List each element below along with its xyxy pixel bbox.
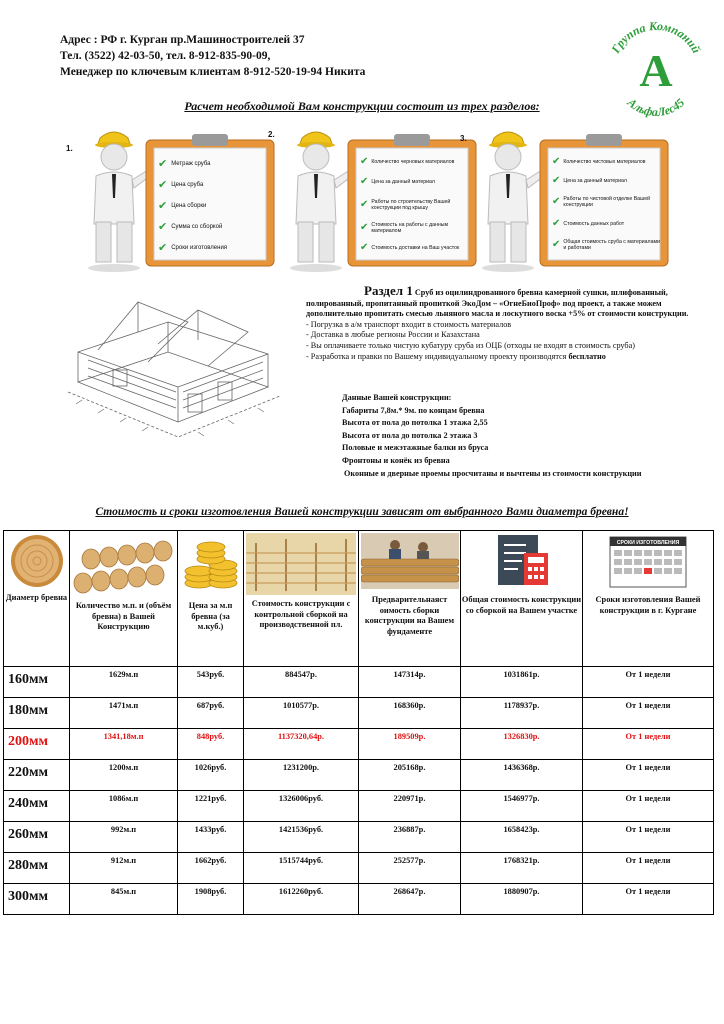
logo-bottom-text: АльфаЛес45 [624,95,688,120]
diameter-cell [4,884,70,915]
spec-line: Данные Вашей конструкции: [342,393,452,402]
table-row [4,760,714,791]
section1-bullet: - Вы оплачиваете только чистую кубатуру сруба из ОЦБ (отходы не входят в стоимость сруба) [306,340,635,350]
price-cell [178,667,244,698]
cell-value: 1471м.п [108,701,139,710]
length-cell [70,667,178,698]
step-item-label: Цена сборки [171,203,207,209]
step-item [552,190,662,214]
step-item [158,175,268,196]
cell-value: 845м.п [110,887,137,896]
phones-line: Тел. (3522) 42-03-50, тел. 8-912-835-90-09, [60,50,271,62]
header-label: Общая стоимость конструкции со сборкой на Вашем участке [461,595,582,615]
step-item-label: Цена за данный материал [563,178,627,184]
step-item-label: Цена за данный материал [371,179,435,185]
step-item [360,152,470,172]
step-item-label: Стоимость данных работ [563,221,625,227]
total-cell [461,884,583,915]
step-item [158,154,268,175]
invoice-icon [492,533,552,589]
cell-value: 1086м.п [108,794,139,803]
cell-value: 912м.п [110,856,137,865]
cell-value: 189509р. [393,732,426,741]
term-cell [583,698,714,729]
cost-cell [244,853,359,884]
cell-value: 260мм [8,827,49,842]
intro-title: Расчет необходимой Вам конструкции состоит из трех разделов: [184,99,540,113]
calendar-icon [606,533,690,589]
cell-value: От 1 недели [625,825,671,834]
coins-icon [181,533,241,591]
price-cell [178,760,244,791]
check-icon: ✔ [158,158,168,170]
cell-value: От 1 недели [625,794,671,803]
cell-value: 1326830р. [503,732,540,741]
step-item [552,172,662,190]
calendar-label: СРОКИ ИЗГОТОВЛЕНИЯ [616,540,680,546]
col-header-price [178,531,244,667]
length-cell [70,729,178,760]
term-cell [583,884,714,915]
col-header-term [583,531,714,667]
section1-bullet-text: - Разработка и правки по Вашему индивидуальному проекту производятся [306,351,567,361]
cell-value: 1880907р. [503,887,540,896]
table-row [4,884,714,915]
header-label: Диаметр бревна [5,593,68,602]
assembly-cell [359,884,461,915]
check-icon: ✔ [552,175,561,186]
cell-value: 1421536руб. [278,825,324,834]
worker-figure-icon [472,128,544,273]
logo-top-text: Группа Компаний [608,18,704,56]
step-item-label: Работы по строительству Вашей конструкции под крышу [371,199,451,211]
step-item [360,218,470,238]
log-end-icon [9,533,65,589]
header-label: Сроки изготовления Вашей конструкции в г. Кургане [595,595,701,615]
cell-value: 236887р. [393,825,426,834]
cell-value: От 1 недели [625,856,671,865]
assembly-cell [359,760,461,791]
check-icon: ✔ [552,218,561,229]
term-cell [583,853,714,884]
step-number: 1. [66,144,73,153]
step-item-label: Стоимость на работы с данным материалом [371,222,449,234]
step-item [158,238,268,259]
table-title: Стоимость и сроки изготовления Вашей конструкции зависят от выбранного Вами диаметра бревна! [95,506,629,518]
step-item-label: Сумма со сборкой [171,224,223,230]
spec-line: Оконные и дверные проемы просчитаны и вычтены из стоимости конструкции [342,468,642,478]
check-icon: ✔ [552,196,561,207]
section1-heading: Раздел 1 [364,283,413,298]
step-2 [268,128,478,273]
table-row [4,791,714,822]
diameter-cell [4,667,70,698]
step-item [360,192,470,218]
cost-cell [244,667,359,698]
cell-value: 1662руб. [194,856,227,865]
step-item-label: Сроки изготовления [171,245,228,251]
step-item [552,152,662,172]
cell-value: 543руб. [196,670,225,679]
step-item-label: Количество черновых материалов [371,159,455,165]
term-cell [583,760,714,791]
table-row [4,667,714,698]
cell-value: 1436368р. [503,763,540,772]
contact-header [60,32,365,80]
cell-value: 180мм [8,703,49,718]
cell-value: От 1 недели [625,732,671,741]
diameter-cell [4,822,70,853]
cell-value: 300мм [8,889,49,904]
logo-letter: А [639,45,673,96]
header-label: Предварительнаяст оимость сборки конструкции на Вашем фундаменте [364,595,455,636]
cell-value: 1629м.п [108,670,139,679]
cell-value: От 1 недели [625,701,671,710]
spec-line: Высота от пола до потолка 2 этажа 3 [342,430,478,440]
cell-value: 1137320,64р. [277,732,325,741]
workshop-photo-icon [246,533,356,595]
price-cell [178,822,244,853]
cell-value: 147314р. [393,670,426,679]
check-icon: ✔ [552,156,561,167]
address-line: Адрес : РФ г. Курган пр.Машиностроителей 37 [60,34,305,46]
cell-value: 1221руб. [194,794,227,803]
cost-cell [244,760,359,791]
log-stack-icon [73,533,175,597]
term-cell [583,791,714,822]
length-cell [70,822,178,853]
step-item [158,217,268,238]
check-icon: ✔ [552,239,561,250]
table-row [4,729,714,760]
diameter-cell [4,698,70,729]
step-item [360,238,470,258]
cell-value: 1908руб. [194,887,227,896]
total-cell [461,698,583,729]
step-1 [66,128,276,273]
check-icon: ✔ [360,222,369,233]
step-item-label: Стоимость доставки на Ваш участок [371,245,460,251]
table-row [4,698,714,729]
cell-value: 1326006руб. [278,794,324,803]
manager-line: Менеджер по ключевым клиентам 8-912-520-19-94 Никита [60,66,366,78]
table-header-row [4,531,714,667]
cell-value: 687руб. [196,701,225,710]
cell-value: 992м.п [110,825,137,834]
cell-value: 252577р. [393,856,426,865]
worker-figure-icon [78,128,150,273]
section1-bullet: - Погрузка в а/м транспорт входит в стоимость материалов [306,319,512,329]
cell-value: 220971р. [393,794,426,803]
price-cell [178,884,244,915]
total-cell [461,853,583,884]
length-cell [70,853,178,884]
section1-lead: Сруб из оцилиндрованного бревна камерной сушки, шлифованный, полированный, пропитанный пропиткой ЭкоДом – «ОгнеБиоПроф» под проект, а также можем дополнительно пропитать смесью льняного масла и лоскутного воска +5% от стоимости конструкции. [306,288,689,319]
col-header-total [461,531,583,667]
price-cell [178,729,244,760]
header-label: Цена за м.п бревна (за м.куб.) [188,601,233,631]
assembly-cell [359,791,461,822]
cell-value: 884547р. [285,670,317,679]
check-icon: ✔ [360,242,369,253]
step-item-label: Работы по чистовой отделке Вашей конструкции [563,196,650,208]
assembly-cell [359,667,461,698]
step-number: 3. [460,134,467,143]
table-row [4,822,714,853]
total-cell [461,791,583,822]
cell-value: 240мм [8,796,49,811]
step-1-items [158,154,268,259]
check-icon: ✔ [360,199,369,210]
price-table [3,530,714,915]
step-item [360,172,470,192]
col-header-length [70,531,178,667]
free-note: бесплатно [568,351,606,361]
cost-cell [244,729,359,760]
section1-text [306,283,720,362]
log-house-drawing [58,292,290,454]
length-cell [70,698,178,729]
total-cell [461,822,583,853]
construction-specs [342,392,641,480]
check-icon: ✔ [158,200,168,212]
cell-value: 160мм [8,672,49,687]
price-cell [178,791,244,822]
check-icon: ✔ [158,221,168,233]
assembly-cell [359,822,461,853]
step-2-items [360,152,470,258]
cell-value: 1031861р. [503,670,540,679]
price-cell [178,698,244,729]
table-row [4,853,714,884]
header-label: Количество м.п. и (объём бревна) в Вашей Конструкцию [75,601,172,631]
cost-cell [244,884,359,915]
step-item-label: Количество чистовых материалов [563,159,646,165]
length-cell [70,760,178,791]
cell-value: 280мм [8,858,49,873]
assembly-cell [359,853,461,884]
cell-value: 1231200р. [282,763,320,772]
cell-value: 1341,18м.п [103,732,144,741]
step-item [158,196,268,217]
price-cell [178,853,244,884]
diameter-cell [4,853,70,884]
cell-value: 200мм [8,734,49,749]
step-item [552,214,662,234]
total-cell [461,760,583,791]
section1-bullet [306,352,720,363]
assembly-cell [359,729,461,760]
cell-value: 220мм [8,765,49,780]
cell-value: От 1 недели [625,763,671,772]
cell-value: 205168р. [393,763,426,772]
cell-value: 1612260руб. [278,887,324,896]
check-icon: ✔ [360,156,369,167]
step-3-items [552,152,662,256]
step-item-label: Метраж сруба [171,161,211,167]
col-header-assembly [359,531,461,667]
cell-value: От 1 недели [625,887,671,896]
cell-value: 1515744руб. [278,856,324,865]
header-label: Стоимость конструкции с контрольной сборкой на производственной пл. [251,599,351,629]
check-icon: ✔ [158,242,168,254]
cell-value: 1433руб. [194,825,227,834]
builders-photo-icon [361,533,459,589]
spec-line: Высота от пола до потолка 1 этажа 2,55 [342,418,488,428]
check-icon: ✔ [360,176,369,187]
term-cell [583,822,714,853]
step-item-label: Общая стоимость сруба с материалами и работами [563,239,660,251]
col-header-diameter [4,531,70,667]
cell-value: 1178937р. [503,701,540,710]
cell-value: 1546977р. [503,794,540,803]
spec-line: Габариты 7,8м.* 9м. по концам бревна [342,405,485,415]
cost-cell [244,822,359,853]
length-cell [70,791,178,822]
step-item-label: Цена сруба [171,182,204,188]
section1-bullet: - Доставка в любые регионы России и Казахстана [306,330,480,340]
total-cell [461,667,583,698]
total-cell [461,729,583,760]
cell-value: 268647р. [393,887,426,896]
cell-value: 168360р. [393,701,426,710]
term-cell [583,667,714,698]
cell-value: 1768321р. [503,856,540,865]
check-icon: ✔ [158,179,168,191]
cell-value: 1026руб. [194,763,227,772]
cell-value: 1200м.п [108,763,139,772]
spec-line: Фронтоны и конёк из бревна [342,455,450,465]
cost-cell [244,791,359,822]
step-3 [460,128,670,273]
length-cell [70,884,178,915]
cell-value: 1658423р. [503,825,540,834]
cell-value: 848руб. [196,732,225,741]
spec-line: Половые и межэтажные балки из бруса [342,443,489,453]
diameter-cell [4,791,70,822]
diameter-cell [4,729,70,760]
assembly-cell [359,698,461,729]
col-header-cost [244,531,359,667]
term-cell [583,729,714,760]
step-number: 2. [268,130,275,139]
worker-figure-icon [280,128,352,273]
step-item [552,234,662,256]
cell-value: От 1 недели [625,670,671,679]
cell-value: 1010577р. [282,701,320,710]
diameter-cell [4,760,70,791]
cost-cell [244,698,359,729]
